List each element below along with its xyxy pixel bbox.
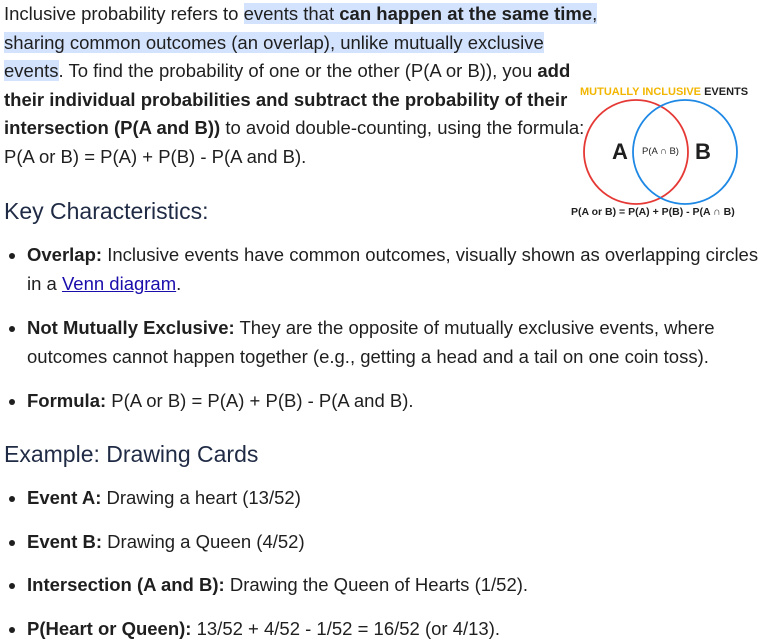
figure-title-accent: MUTUALLY INCLUSIVE — [580, 86, 702, 98]
intro-text-3: to avoid double-counting, using the formula: P(A or B) = P(A) + P(B) - P(A and B). — [4, 117, 585, 167]
highlight-bold: can happen at the same time — [339, 3, 593, 24]
intro-text: Inclusive probability refers to — [4, 3, 244, 24]
item-label: P(Heart or Queen): — [27, 617, 192, 639]
item-label: Event A: — [27, 487, 102, 508]
item-label: Event B: — [27, 530, 103, 552]
item-label: Intersection (A and B): — [27, 574, 225, 596]
list-item — [0, 241, 760, 298]
list-item — [0, 571, 760, 600]
intro-bold: add their individual probabilities and subtract the probability of their intersection (P(A and B)) — [4, 60, 571, 139]
list-item — [0, 484, 760, 513]
list-item — [0, 615, 760, 643]
item-text: Inclusive events have common outcomes, visually shown as overlapping circles in a — [27, 244, 759, 294]
item-text: Drawing a heart (13/52) — [101, 487, 301, 508]
section2-list — [0, 484, 760, 643]
figure-title — [580, 86, 748, 98]
label-b: B — [695, 139, 711, 164]
item-label: Not Mutually Exclusive: — [27, 317, 235, 339]
venn-diagram — [570, 80, 760, 220]
intro-text-2: . To find the probability of one or the other (P(A or B)), you — [58, 60, 538, 82]
highlight-text-end: , sharing common outcomes (an overlap), unlike mutually exclusive events — [4, 3, 598, 82]
label-intersection: P(A ∩ B) — [642, 146, 679, 157]
list-item — [0, 387, 760, 416]
item-text: 13/52 + 4/52 - 1/52 = 16/52 (or 4/13). — [191, 617, 501, 639]
item-label: Overlap: — [27, 244, 103, 265]
list-item — [0, 314, 760, 371]
section2-heading: Example: Drawing Cards — [4, 441, 259, 467]
venn-figure — [570, 80, 760, 220]
item-text-end: . — [176, 272, 182, 294]
figure-formula: P(A or B) = P(A) + P(B) - P(A ∩ B) — [571, 206, 735, 218]
item-text: Drawing a Queen (4/52) — [102, 530, 305, 552]
section1-heading: Key Characteristics: — [4, 198, 209, 224]
list-item — [0, 528, 760, 557]
section1-list — [0, 241, 760, 416]
label-a: A — [612, 139, 628, 164]
intro-paragraph — [4, 0, 604, 172]
highlight-text: events that — [243, 3, 340, 24]
item-text: Drawing the Queen of Hearts (1/52). — [224, 574, 529, 596]
item-text: P(A or B) = P(A) + P(B) - P(A and B). — [106, 390, 414, 412]
figure-title-rest: EVENTS — [701, 86, 749, 98]
item-text: They are the opposite of mutually exclusive events, where outcomes cannot happen together (e.g., getting a head and a tail on one coin toss). — [27, 317, 715, 367]
venn-diagram-link[interactable]: Venn diagram — [61, 272, 177, 294]
item-label: Formula: — [27, 390, 107, 412]
